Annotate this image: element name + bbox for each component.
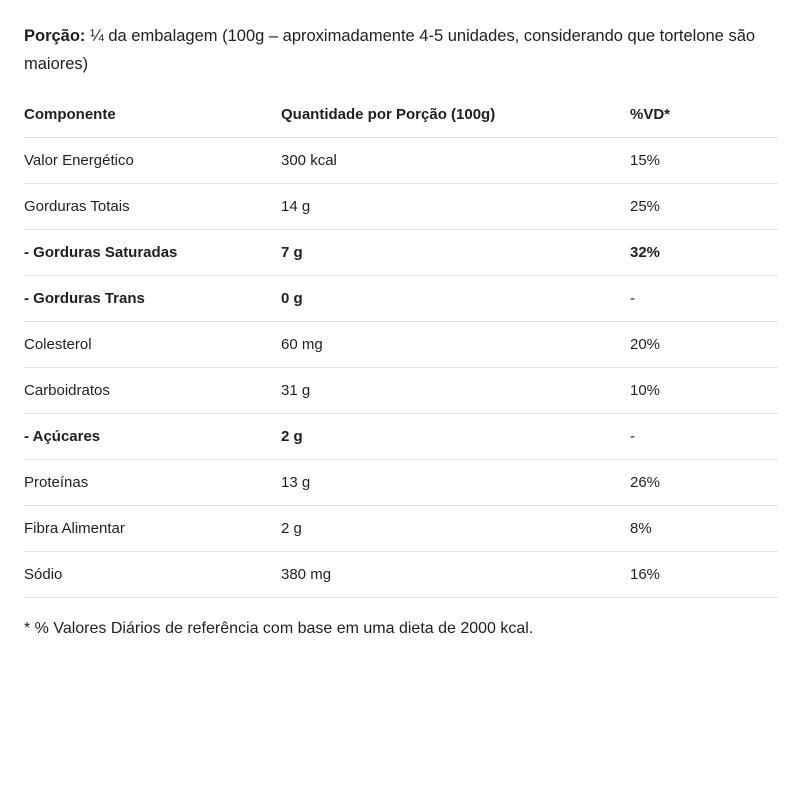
cell-component: - Gorduras Trans (24, 276, 281, 322)
cell-component: Gorduras Totais (24, 184, 281, 230)
cell-amount: 300 kcal (281, 138, 630, 184)
table-row (24, 506, 778, 552)
nutrition-table (24, 92, 778, 598)
cell-daily-value: 26% (630, 460, 778, 506)
cell-amount: 31 g (281, 368, 630, 414)
table-row (24, 322, 778, 368)
serving-info (24, 22, 779, 78)
table-row (24, 276, 778, 322)
cell-daily-value: - (630, 414, 778, 460)
cell-component: Carboidratos (24, 368, 281, 414)
cell-component: - Açúcares (24, 414, 281, 460)
cell-amount: 13 g (281, 460, 630, 506)
cell-amount: 14 g (281, 184, 630, 230)
table-row (24, 230, 778, 276)
footnote: * % Valores Diários de referência com base em uma dieta de 2000 kcal. (24, 620, 534, 637)
table-row (24, 460, 778, 506)
cell-daily-value: 16% (630, 552, 778, 598)
serving-text: ¼ da embalagem (100g – aproximadamente 4-5 unidades, considerando que tortelone são maiores) (24, 27, 756, 73)
cell-component: Sódio (24, 552, 281, 598)
cell-daily-value: 25% (630, 184, 778, 230)
table-row (24, 414, 778, 460)
table-row (24, 552, 778, 598)
table-row (24, 184, 778, 230)
cell-amount: 2 g (281, 414, 630, 460)
table-row (24, 138, 778, 184)
serving-label: Porção: (24, 27, 86, 45)
cell-component: - Gorduras Saturadas (24, 230, 281, 276)
cell-amount: 2 g (281, 506, 630, 552)
cell-component: Valor Energético (24, 138, 281, 184)
cell-amount: 60 mg (281, 322, 630, 368)
cell-component: Colesterol (24, 322, 281, 368)
cell-component: Proteínas (24, 460, 281, 506)
cell-component: Fibra Alimentar (24, 506, 281, 552)
cell-daily-value: - (630, 276, 778, 322)
header-daily-value: %VD* (630, 92, 778, 138)
header-amount: Quantidade por Porção (100g) (281, 92, 630, 138)
header-component: Componente (24, 92, 281, 138)
table-header-row (24, 92, 778, 138)
cell-amount: 380 mg (281, 552, 630, 598)
cell-amount: 0 g (281, 276, 630, 322)
cell-daily-value: 10% (630, 368, 778, 414)
cell-daily-value: 32% (630, 230, 778, 276)
table-row (24, 368, 778, 414)
cell-daily-value: 20% (630, 322, 778, 368)
cell-daily-value: 15% (630, 138, 778, 184)
cell-amount: 7 g (281, 230, 630, 276)
cell-daily-value: 8% (630, 506, 778, 552)
